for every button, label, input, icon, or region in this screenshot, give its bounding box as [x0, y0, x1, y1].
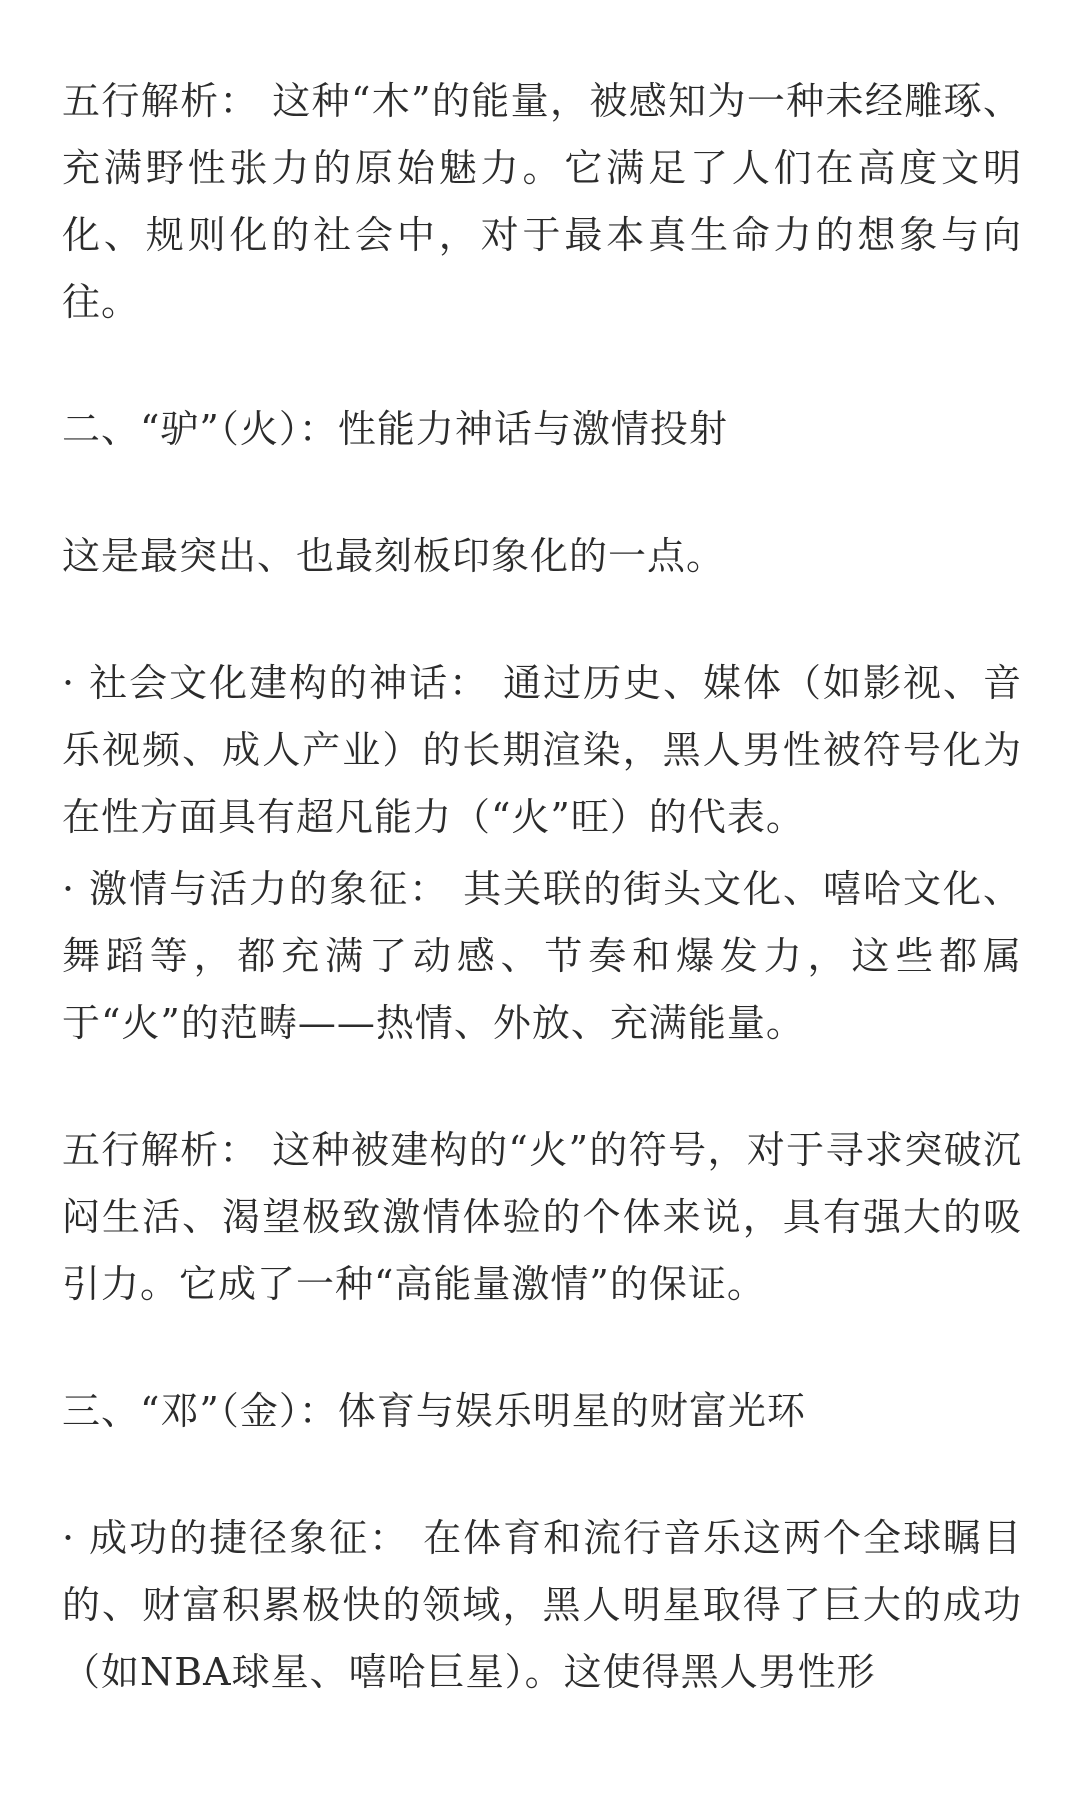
paragraph-fire-analysis: 五行解析： 这种被建构的“火”的符号，对于寻求突破沉闷生活、渴望极致激情体验的个体来说，具有强大的吸引力。它成了一种“高能量激情”的保证。: [62, 1128, 1022, 1306]
section-heading-fire: 二、“驴”（火）：性能力神话与激情投射: [62, 407, 728, 451]
paragraph-wood-analysis: 五行解析： 这种“木”的能量，被感知为一种未经雕琢、充满野性张力的原始魅力。它满足了人们在高度文明化、规则化的社会中，对于最本真生命力的想象与向往。: [62, 79, 1022, 324]
paragraph-intro-fire: 这是最突出、也最刻板印象化的一点。: [62, 534, 726, 578]
section-heading-metal: 三、“邓”（金）：体育与娱乐明星的财富光环: [62, 1389, 806, 1433]
bullet-social-myth: · 社会文化建构的神话： 通过历史、媒体（如影视、音乐视频、成人产业）的长期渲染，黑人男性被符号化为在性方面具有超凡能力（“火”旺）的代表。: [62, 661, 1022, 839]
bullet-passion-symbol: · 激情与活力的象征： 其关联的街头文化、嘻哈文化、舞蹈等，都充满了动感、节奏和爆发力，这些都属于“火”的范畴——热情、外放、充满能量。: [62, 867, 1022, 1045]
bullet-success-symbol: · 成功的捷径象征： 在体育和流行音乐这两个全球瞩目的、财富积累极快的领域，黑人明星取得了巨大的成功（如NBA球星、嘻哈巨星）。这使得黑人男性形: [62, 1516, 1022, 1694]
article-body: [62, 68, 1022, 1766]
